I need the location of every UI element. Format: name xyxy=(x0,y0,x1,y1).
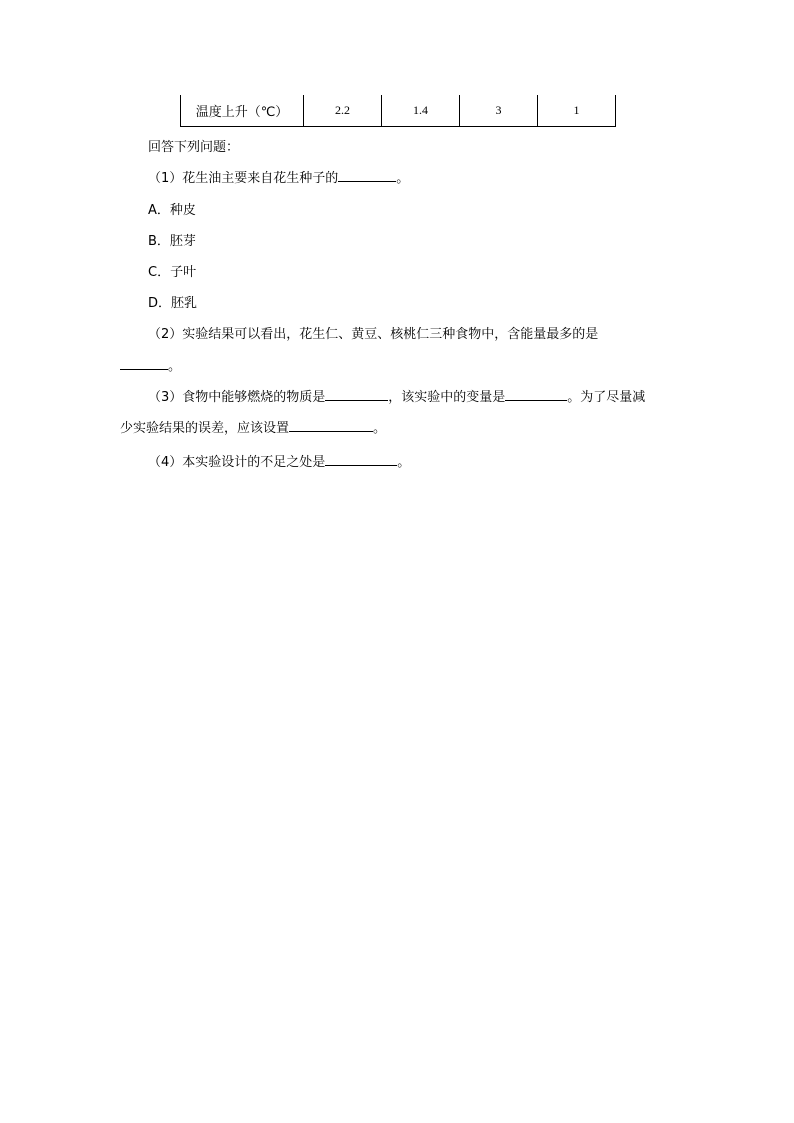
question-1-end: 。 xyxy=(396,171,410,186)
option-c: C．子叶 xyxy=(148,265,197,280)
table-cell: 1.4 xyxy=(382,95,460,127)
question-1 xyxy=(148,167,409,186)
table-cell: 1 xyxy=(538,95,616,127)
question-2-line2 xyxy=(120,355,181,374)
option-b: B．胚芽 xyxy=(148,234,196,249)
data-table xyxy=(180,95,616,127)
question-4-text: （4）本实验设计的不足之处是 xyxy=(148,455,326,470)
question-3-line2 xyxy=(120,417,386,436)
question-2-line1: （2）实验结果可以看出，花生仁、黄豆、核桃仁三种食物中，含能量最多的是 xyxy=(148,327,599,342)
question-4 xyxy=(148,451,410,470)
table-cell: 3 xyxy=(460,95,538,127)
answer-blank[interactable] xyxy=(289,418,373,432)
intro-text: 回答下列问题： xyxy=(148,140,240,155)
question-3-part1: （3）食物中能够燃烧的物质是 xyxy=(148,390,326,405)
answer-blank[interactable] xyxy=(325,387,388,401)
question-3-part4: 少实验结果的误差，应该设置 xyxy=(120,421,290,436)
row-label: 温度上升（℃） xyxy=(181,95,304,127)
question-3-part2: ，该实验中的变量是 xyxy=(388,390,506,405)
question-2-end: 。 xyxy=(168,359,182,374)
question-3-end: 。 xyxy=(373,421,387,436)
answer-blank[interactable] xyxy=(505,387,567,401)
question-4-end: 。 xyxy=(397,455,411,470)
question-1-text: （1）花生油主要来自花生种子的 xyxy=(148,171,339,186)
answer-blank[interactable] xyxy=(120,356,168,370)
option-a: A．种皮 xyxy=(148,203,196,218)
table-row xyxy=(181,95,616,127)
table-cell: 2.2 xyxy=(304,95,382,127)
answer-blank[interactable] xyxy=(338,168,396,182)
question-3-line1 xyxy=(148,386,645,405)
question-3-part3: 。为了尽量减 xyxy=(567,390,646,405)
option-d: D．胚乳 xyxy=(148,296,198,311)
answer-blank[interactable] xyxy=(325,452,397,466)
